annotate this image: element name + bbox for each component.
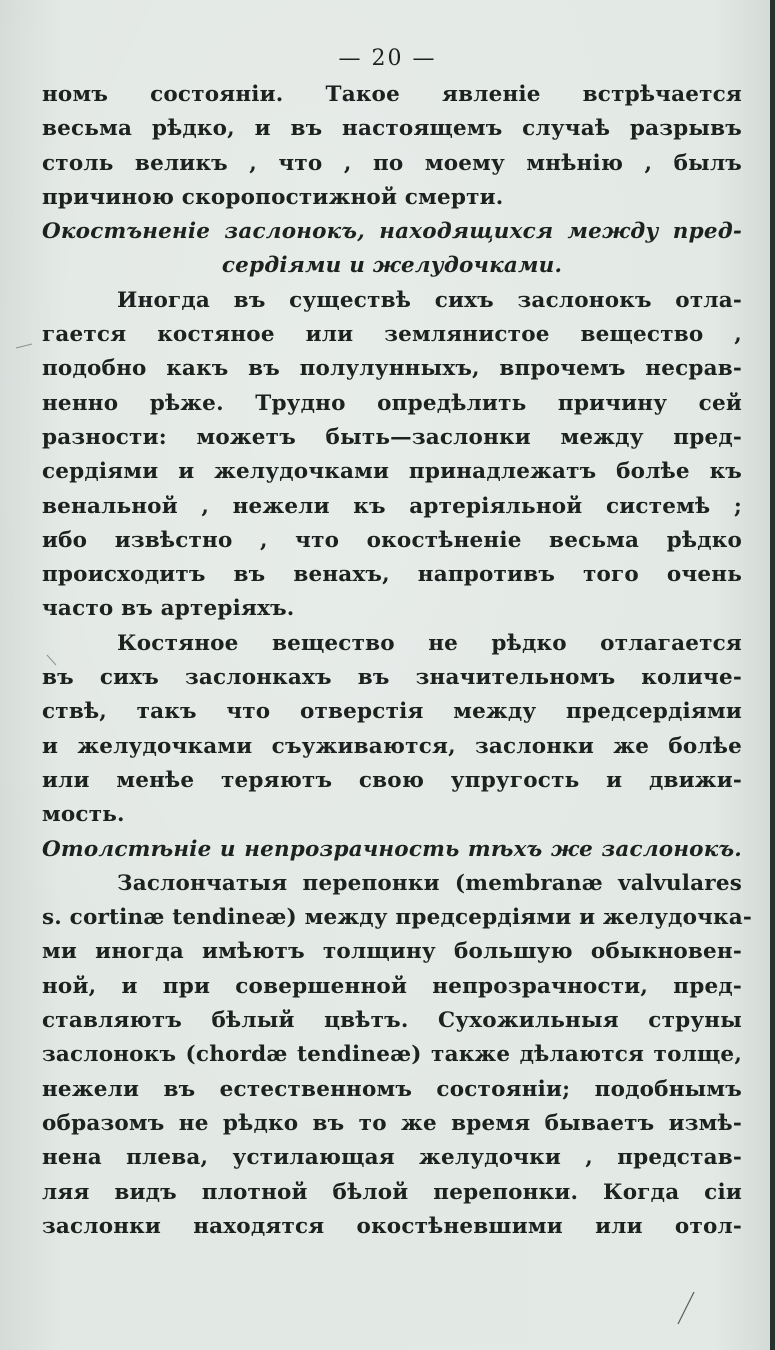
text-line: образомъ не рѣдко въ то же время бываетъ измѣ-: [42, 1110, 742, 1136]
text-line: или менѣе теряютъ свою упругость и движи-: [42, 767, 742, 793]
text-line: ляя видъ плотной бѣлой перепонки. Когда сіи: [42, 1179, 742, 1205]
section-heading: Окостъненіе заслонокъ, находящихся между пред-: [42, 219, 742, 245]
text-line: сердіями и желудочками принадлежатъ болѣе къ: [42, 459, 742, 485]
text-line: гается костяное или землянистое вещество ,: [42, 322, 742, 348]
text-line: ми иногда имѣютъ толщину большую обыкновен-: [42, 939, 742, 965]
text-line: столь великъ , что , по моему мнѣнію , былъ: [42, 150, 742, 176]
section-heading: Отолстѣніе и непрозрачность тѣхъ же заслонокъ.: [42, 836, 742, 862]
text-line: подобно какъ въ полулунныхъ, впрочемъ несрав-: [42, 356, 742, 382]
body-text: [42, 78, 753, 1244]
section-heading: сердіями и желудочками.: [221, 253, 563, 279]
text-line: ной, и при совершенной непрозрачности, пред-: [42, 973, 742, 999]
text-line: Заслончатыя перепонки (membranæ valvulares: [117, 870, 742, 896]
text-line: ствѣ, такъ что отверстія между предсердіями: [42, 699, 742, 725]
text-line: номъ состояніи. Такое явленіе встрѣчается: [42, 82, 742, 107]
text-line: мость.: [42, 802, 125, 828]
margin-mark: [14, 338, 34, 352]
text-line: нежели въ естественномъ состояніи; подобнымъ: [42, 1076, 742, 1102]
text-line: Костяное вещество не рѣдко отлагается: [117, 630, 742, 656]
margin-mark: [44, 652, 60, 668]
text-line: заслонокъ (chordæ tendineæ) также дѣлаются толще,: [42, 1042, 742, 1068]
text-line: ненно рѣже. Трудно опредѣлить причину сей: [42, 390, 742, 416]
text-line: s. cortinæ tendineæ) между предсердіями и желудочка-: [42, 905, 753, 931]
text-line: весьма рѣдко, и въ настоящемъ случаѣ разрывъ: [42, 116, 742, 142]
text-line: часто въ артеріяхъ.: [42, 596, 295, 622]
text-line: ставляютъ бѣлый цвѣтъ. Сухожильныя струны: [42, 1008, 742, 1034]
text-line: разности: можетъ быть—заслонки между пред-: [42, 424, 742, 450]
text-line: и желудочками съуживаются, заслонки же болѣе: [42, 733, 742, 759]
pencil-mark: [672, 1288, 698, 1328]
text-line: происходитъ въ венахъ, напротивъ того очень: [42, 562, 742, 588]
text-line: нена плева, устилающая желудочки , предстaв-: [42, 1145, 742, 1171]
text-line: ибо извѣстно , что окостѣненіе весьма рѣдко: [42, 527, 742, 553]
page-edge-shadow: [770, 0, 775, 1350]
text-line: причиною скоропостижной смерти.: [42, 184, 504, 210]
text-line: въ сихъ заслонкахъ въ значительномъ количе-: [42, 665, 742, 691]
text-line: венальной , нежели къ артеріяльной системѣ ;: [42, 493, 742, 519]
text-line: заслонки находятся окостѣневшими или отол-: [42, 1213, 742, 1239]
page-number: — 20 —: [338, 46, 437, 71]
text-line: Иногда въ существѣ сихъ заслонокъ отла-: [117, 287, 742, 313]
